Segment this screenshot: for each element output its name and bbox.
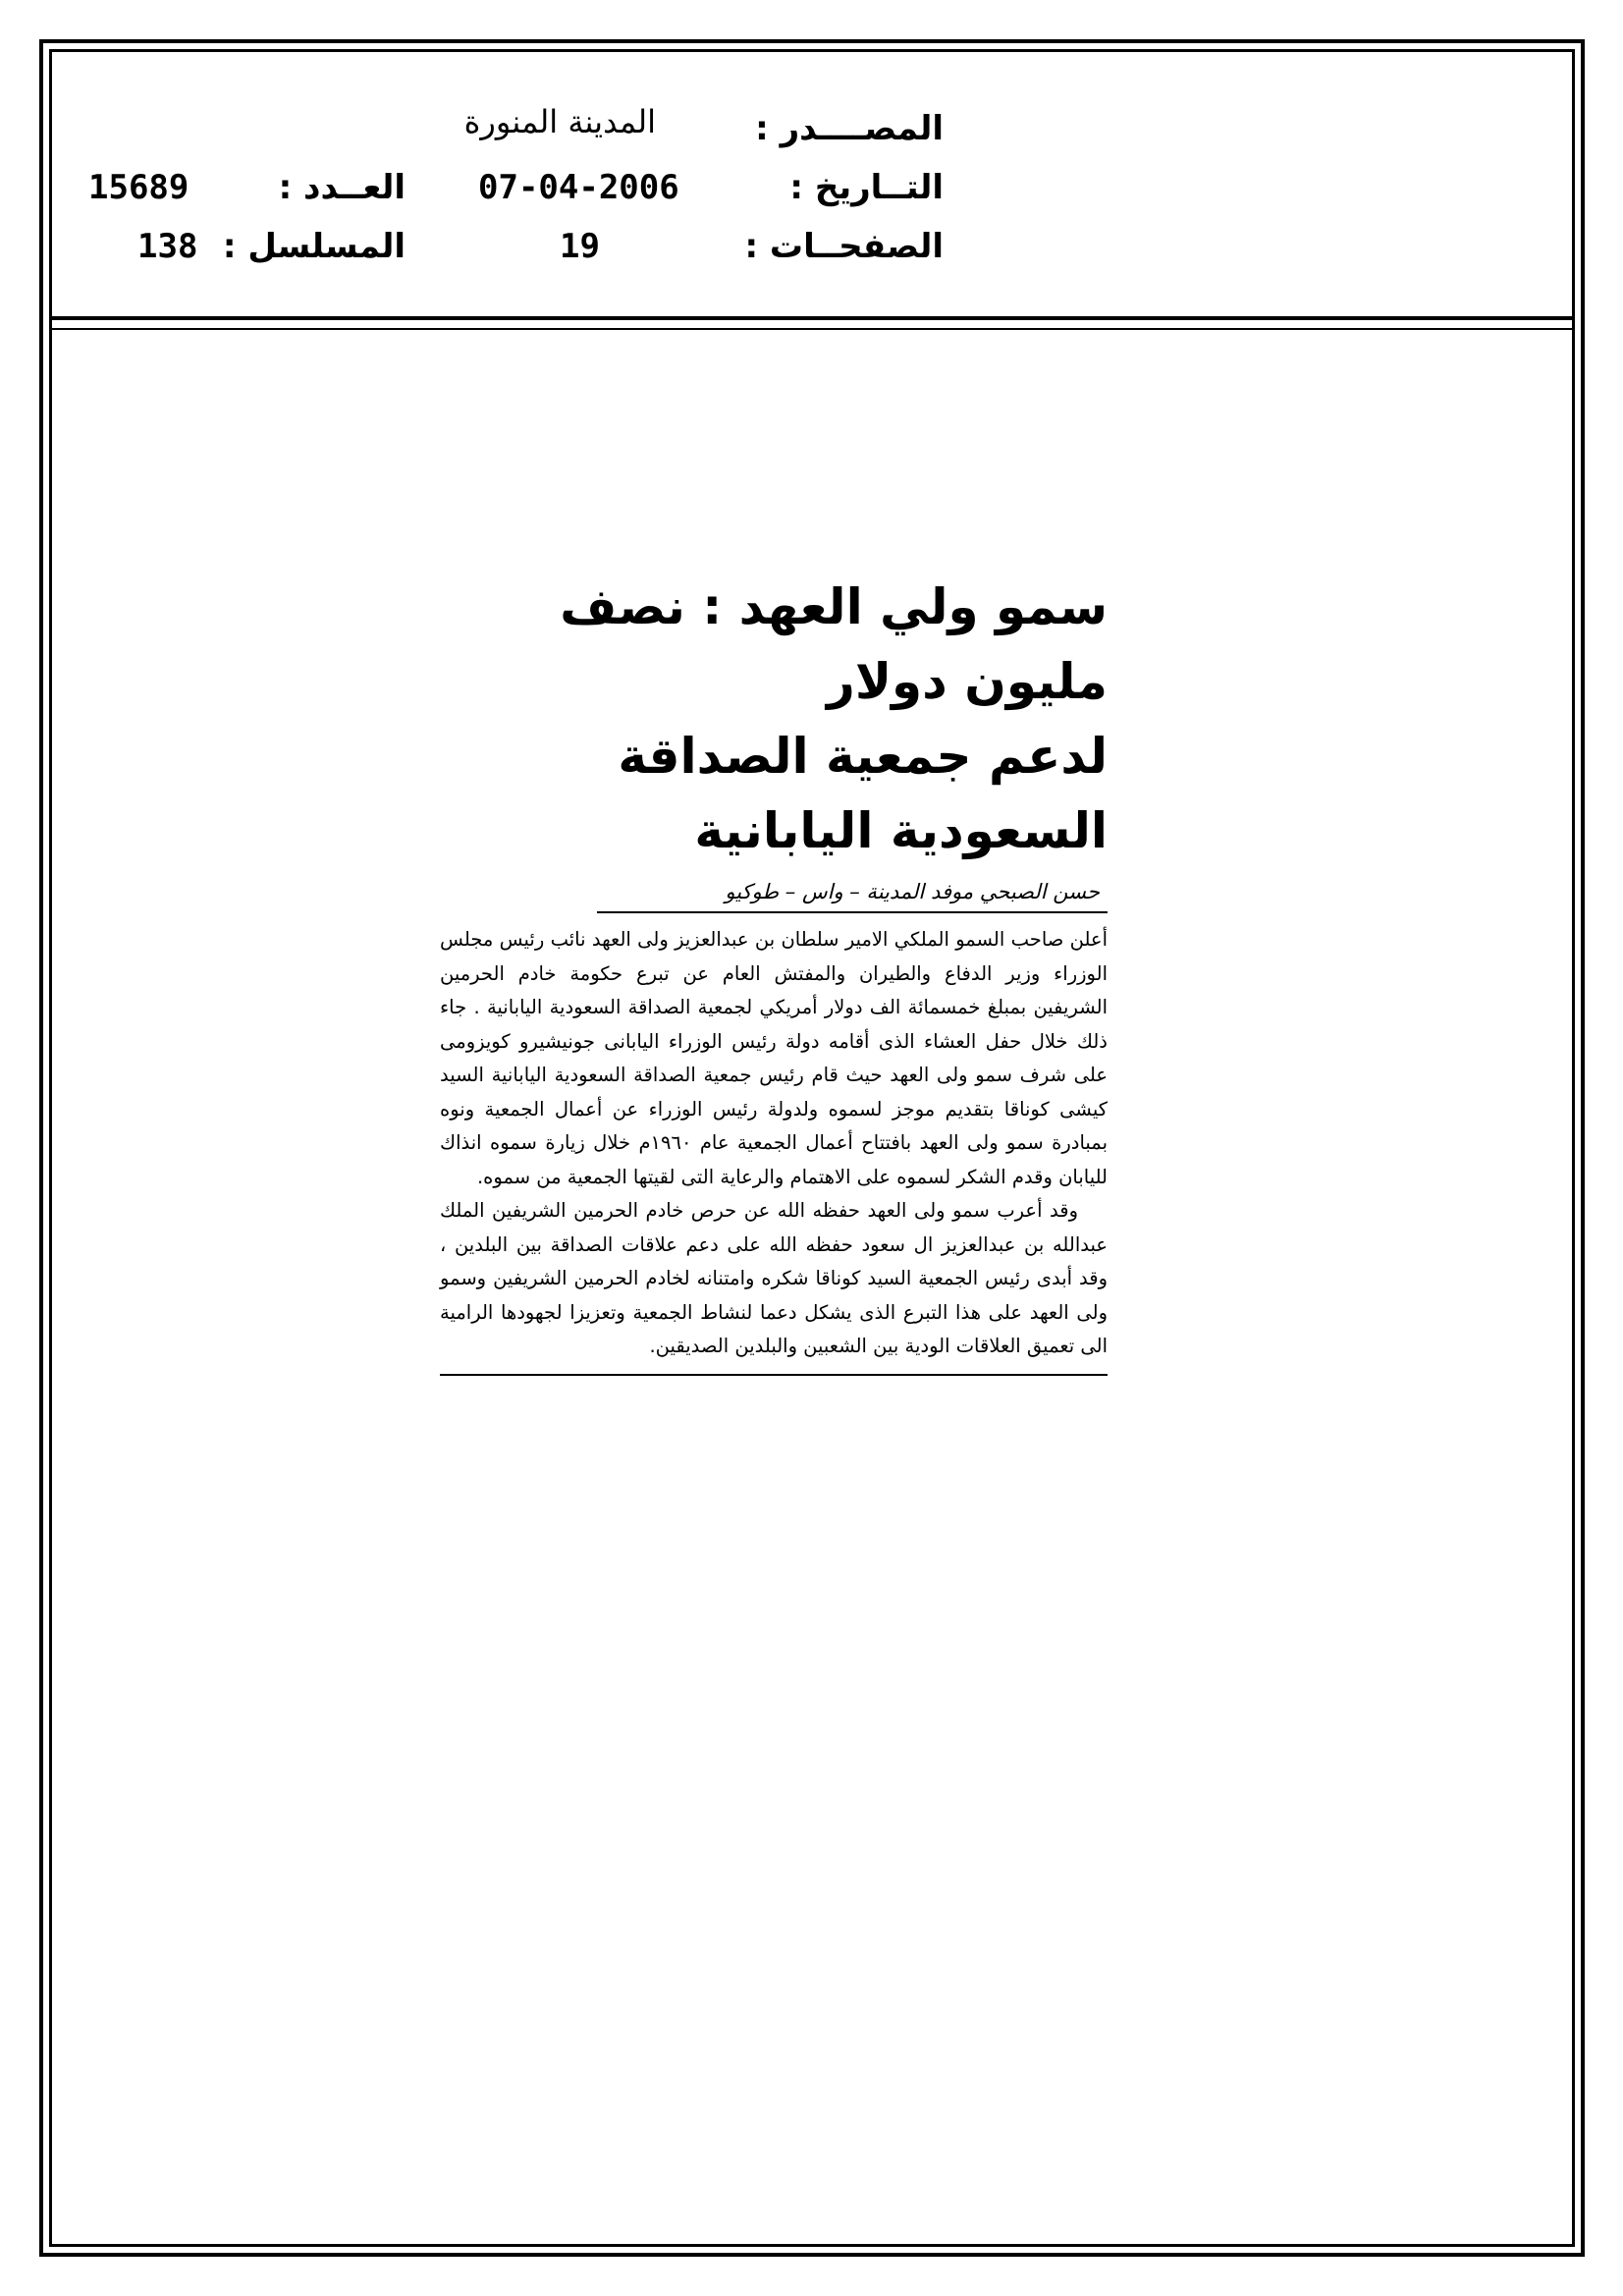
date-label: التــاريخ : <box>789 168 944 207</box>
date-value: 07-04-2006 <box>478 168 679 207</box>
serial-label: المسلسل : <box>222 227 406 266</box>
issue-value: 15689 <box>88 168 189 207</box>
header-divider-thick <box>49 316 1575 320</box>
article-clipping <box>440 570 1108 1376</box>
article-paragraph-1: أعلن صاحب السمو الملكي الامير سلطان بن عبدالعزيز ولى العهد نائب رئيس مجلس الوزراء وزير الدفاع والطيران والمفتش العام عن تبرع حكومة خادم الحرمين الشريفين بمبلغ خمسمائة الف دولار أمريكي لجمعية الصداقة السعودية اليابانية . جاء ذلك خلال حفل العشاء الذى أقامه دولة رئيس الوزراء اليابانى جونيشيرو كويزومى على شرف سمو ولى العهد حيث قام رئيس جمعية الصداقة السعودية اليابانية السيد كيشى كوناقا بتقديم موجز لسموه ولدولة رئيس الوزراء عن أعمال الجمعية ونوه بمبادرة سمو ولى العهد بافتتاح أعمال الجمعية عام ١٩٦٠م خلال زيارة سموه انذاك لليابان وقدم الشكر لسموه على الاهتمام والرعاية التى لقيتها الجمعية من سموه. <box>440 928 1108 1188</box>
serial-value: 138 <box>137 227 198 266</box>
header-divider-thin <box>49 328 1575 330</box>
pages-label: الصفحــات : <box>744 227 944 266</box>
byline-divider <box>597 911 1108 913</box>
source-value: المدينة المنورة <box>463 103 656 140</box>
issue-label: العــدد : <box>278 168 406 207</box>
article-end-divider <box>440 1374 1108 1376</box>
source-label: المصــــدر : <box>755 109 944 148</box>
headline-line-1: سمو ولي العهد : نصف مليون دولار <box>560 578 1108 710</box>
pages-value: 19 <box>560 227 600 266</box>
headline-line-2: لدعم جمعية الصداقة السعودية اليابانية <box>618 728 1108 859</box>
article-body <box>440 923 1108 1364</box>
article-paragraph-2: وقد أعرب سمو ولى العهد حفظه الله عن حرص خادم الحرمين الشريفين الملك عبدالله بن عبدالعزيز ال سعود حفظه الله على دعم علاقات الصداقة بين البلدين ، وقد أبدى رئيس الجمعية السيد كوناقا شكره وامتنانه لخادم الحرمين الشريفين وسمو ولى العهد على هذا التبرع الذى يشكل دعما لنشاط الجمعية وتعزيزا لجهودها الرامية الى تعميق العلاقات الودية بين الشعبين والبلدين الصديقين. <box>440 1199 1108 1357</box>
byline: حسن الصبحي موفد المدينة – واس – طوكيو <box>725 880 1100 903</box>
